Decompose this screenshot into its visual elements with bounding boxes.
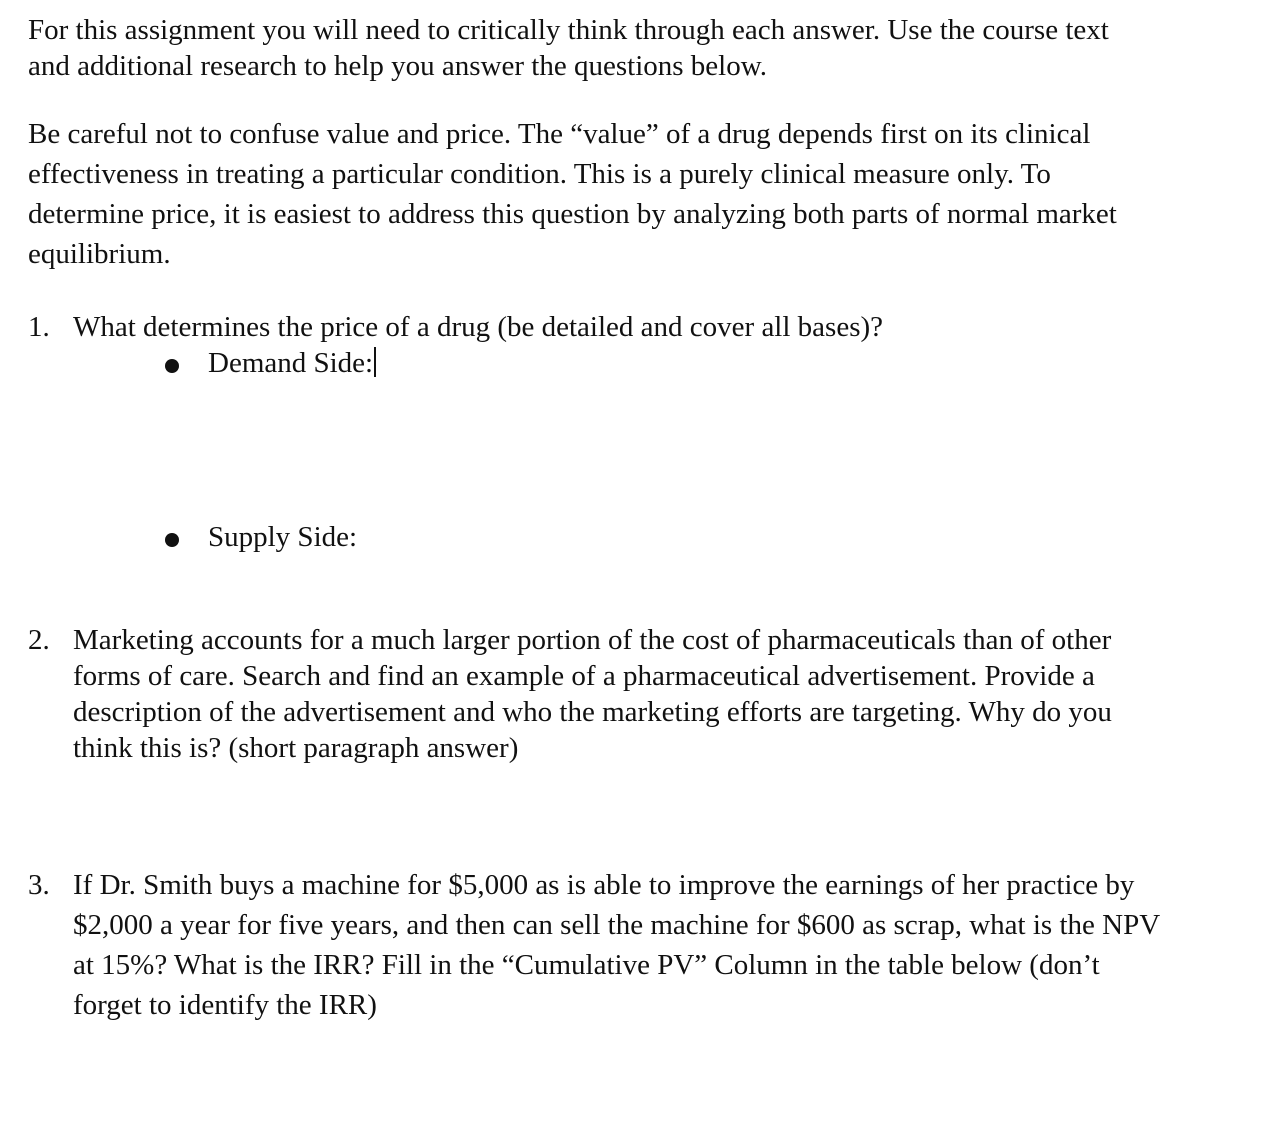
bullet-icon <box>165 533 179 547</box>
question-1-number: 1. <box>28 311 50 343</box>
intro-paragraph: For this assignment you will need to critically think through each answer. Use the course text and additional research to help you answer the questions below. <box>28 14 1109 82</box>
question-3-number: 3. <box>28 869 50 901</box>
supply-side-label[interactable]: Supply Side: <box>208 521 358 553</box>
question-3-text: If Dr. Smith buys a machine for $5,000 as is able to improve the earnings of her practice by $2,000 a year for five years, and then can sell the machine for $600 as scrap, what is the NPV at 15%? What is the IRR? Fill in the “Cumulative PV” Column in the table below (don’t forget to identify the IRR) <box>73 869 1161 1021</box>
bullet-icon <box>165 359 179 373</box>
question-2-number: 2. <box>28 624 50 656</box>
text-cursor <box>374 347 376 377</box>
question-1-text: What determines the price of a drug (be detailed and cover all bases)? <box>73 311 884 343</box>
value-price-paragraph: Be careful not to confuse value and price. The “value” of a drug depends first on its clinical effectiveness in treating a particular condition. This is a purely clinical measure only. To determine price, it is easiest to address this question by analyzing both parts of normal market equilibrium. <box>28 118 1117 270</box>
demand-side-label[interactable]: Demand Side: <box>208 345 376 381</box>
question-2-text: Marketing accounts for a much larger portion of the cost of pharmaceuticals than of other forms of care. Search and find an example of a pharmaceutical advertisement. Provide a description of the advertisement and who the marketing efforts are targeting. Why do you think this is? (short paragraph answer) <box>73 624 1112 764</box>
